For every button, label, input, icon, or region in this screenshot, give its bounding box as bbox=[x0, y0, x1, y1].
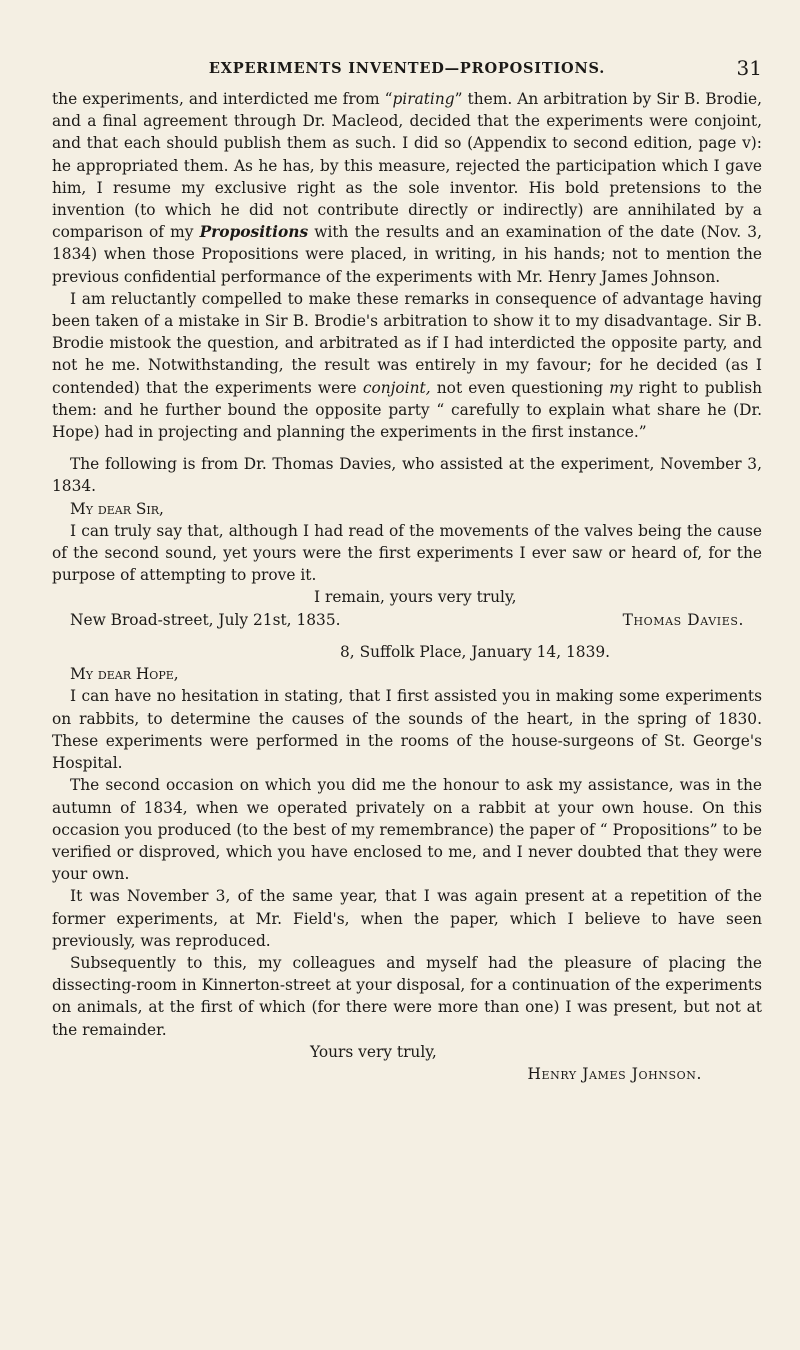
text: the experiments, and interdicted me from “ bbox=[52, 90, 393, 108]
letter2-paragraph-3: It was November 3, of the same year, that I was again present at a repetition of the former experiments, at Mr. Field's, when the paper, which I believe to have seen previously, was reproduced. bbox=[52, 887, 762, 950]
emphasis: Propositions bbox=[199, 223, 309, 242]
running-title: EXPERIMENTS INVENTED—PROPOSITIONS. bbox=[208, 60, 606, 77]
page-number: 31 bbox=[736, 56, 762, 80]
emphasis: my bbox=[609, 378, 633, 397]
paragraph-arbitration bbox=[52, 88, 762, 288]
letter1-address-date: New Broad-street, July 21st, 1835. bbox=[70, 610, 341, 629]
page bbox=[52, 56, 763, 1085]
paragraph-intro-davies: The following is from Dr. Thomas Davies, who assisted at the experiment, November 3, 1834. bbox=[52, 455, 762, 496]
running-header bbox=[52, 56, 762, 88]
letter1-closing: I remain, yours very truly, bbox=[314, 588, 517, 607]
letter2-salutation: My dear Hope, bbox=[70, 665, 179, 684]
letter2-address-date: 8, Suffolk Place, January 14, 1839. bbox=[340, 643, 611, 662]
text: I am reluctantly compelled to make these remarks in consequence of advantage having been taken of a mistake in Sir B. Brodie's arbitration to show it to my disadvantage. Sir B. Brodie mistook the question, and arbitrated as if I had interdicted the opposite party, and not he me. Notwithstanding, the result was entirely in my favour; for he decided (as I contended) that the experiments were bbox=[52, 289, 762, 397]
letter2-paragraph-1: I can have no hesitation in stating, that I first assisted you in making some experiments on rabbits, to determine the causes of the sounds of the heart, in the spring of 1830. These experiments were performed in the rooms of the house-surgeons of St. George's Hospital. bbox=[52, 687, 762, 773]
letter1-salutation: My dear Sir, bbox=[70, 499, 164, 518]
emphasis: pirating bbox=[392, 90, 455, 108]
letter1-signature: Thomas Davies. bbox=[622, 610, 744, 629]
text: right to publish them: and he further bound the opposite party “ carefully to explain what share he (Dr. Hope) had in projecting and planning the experiments in the first instance.” bbox=[52, 378, 763, 442]
text: not even questioning bbox=[430, 378, 610, 397]
letter2-paragraph-4: Subsequently to this, my colleagues and myself had the pleasure of placing the dissecting-room in Kinnerton-street at your disposal, for a continuation of the experiments on animals, at the first of which (for there were more than one) I was present, but not at the remainder. bbox=[52, 953, 762, 1039]
letter2-signature: Henry James Johnson. bbox=[527, 1064, 702, 1083]
paragraph-remarks bbox=[52, 288, 762, 443]
text: with the results and an examination of the date (Nov. 3, 1834) when those Propositions were placed, in writing, in his hands; not to mention the previous confidential performance of the experiments with Mr. Henry James Johnson. bbox=[52, 223, 762, 286]
letter1-body: I can truly say that, although I had read of the movements of the valves being the cause of the second sound, yet yours were the first experiments I ever saw or heard of, for the purpose of attempting to prove it. bbox=[52, 521, 762, 585]
text: ” them. An arbitration by Sir B. Brodie, and a final agreement through Dr. Macleod, decided that the experiments were conjoint, and that each should publish them as such. I did so (Appendix to second edition, page v): he appropriated them. As he has, by this measure, rejected the participation which I gave him, I resume my exclusive right as the sole inventor. His bold pretensions to the invention (to which he did not contribute directly or indirectly) are annihilated by a comparison of my bbox=[52, 90, 762, 242]
letter2-paragraph-2: The second occasion on which you did me the honour to ask my assistance, was in the autumn of 1834, when we operated privately on a rabbit at your own house. On this occasion you produced (to the best of my remembrance) the paper of “ Propositions” to be verified or disproved, which you have enclosed to me, and I never doubted that they were your own. bbox=[52, 776, 762, 884]
emphasis: conjoint, bbox=[362, 378, 431, 397]
letter2-closing: Yours very truly, bbox=[310, 1042, 437, 1061]
